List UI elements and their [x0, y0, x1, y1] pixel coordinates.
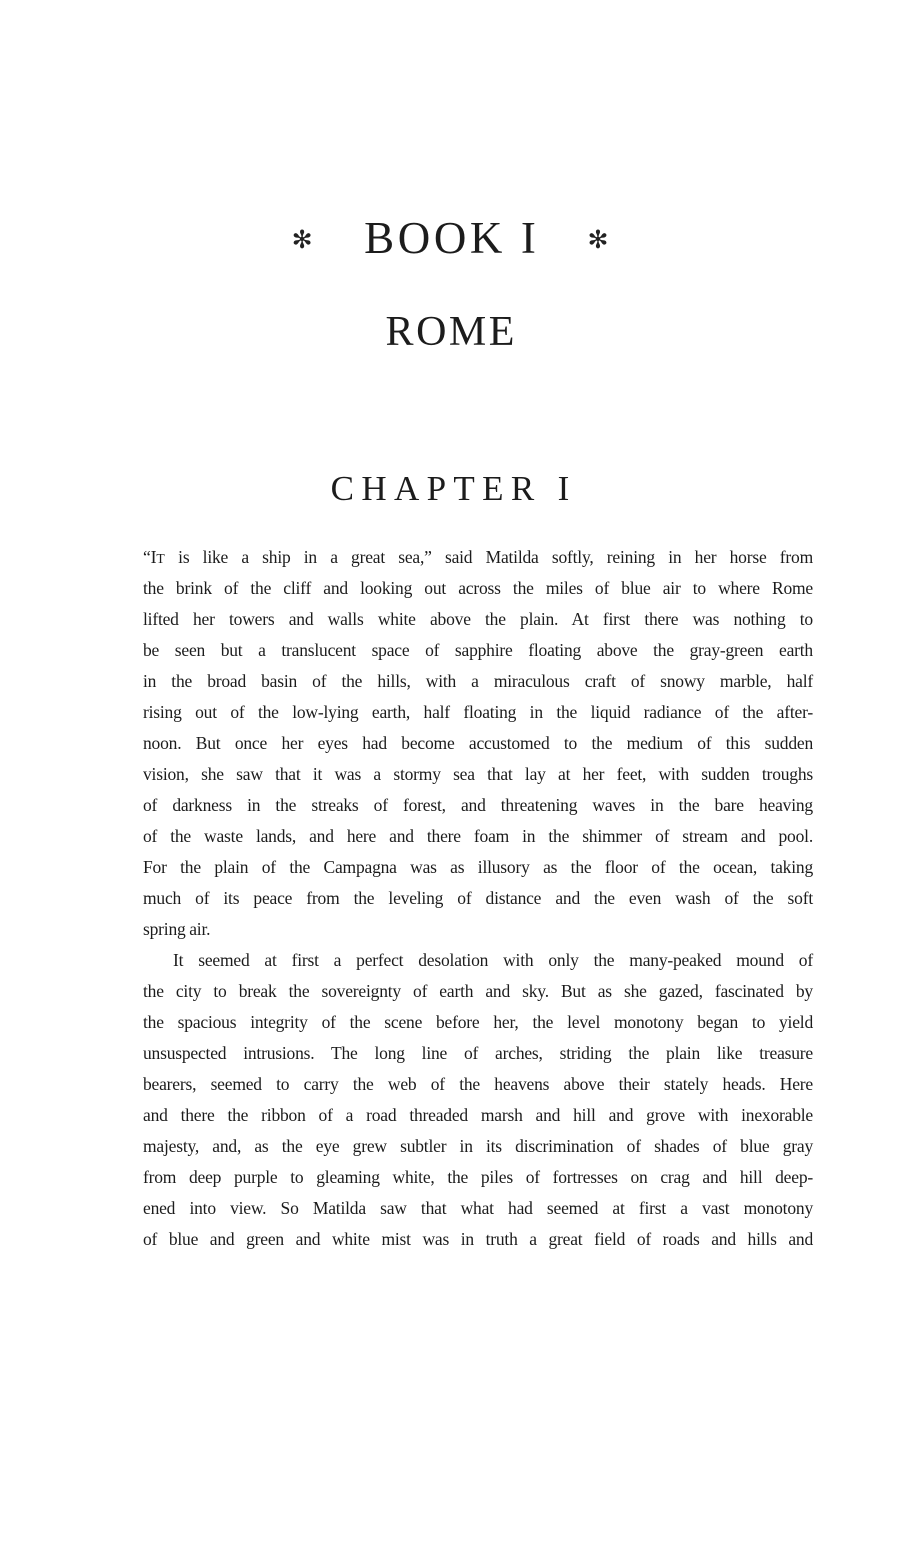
text-line: of the waste lands, and here and there foam in the shimmer of stream and pool. — [143, 826, 813, 846]
paragraph-2 — [143, 945, 813, 1255]
fleuron-icon: ✻ — [291, 225, 313, 254]
text-line: the city to break the sovereignty of earth and sky. But as she gazed, fascinated by — [143, 981, 813, 1001]
text-line — [143, 542, 813, 573]
text-line: It seemed at first a perfect desolation with only the many-peaked mound of — [173, 950, 813, 970]
part-title: ROME — [385, 309, 517, 355]
text-line: the spacious integrity of the scene before her, the level monotony began to yield — [143, 1012, 813, 1032]
text-line: unsuspected intrusions. The long line of arches, striding the plain like treasure — [143, 1043, 813, 1063]
lead-small-capital: T — [156, 551, 165, 566]
paragraph-1-lines — [143, 573, 813, 914]
text-line: For the plain of the Campagna was as illusory as the floor of the ocean, taking — [143, 857, 813, 877]
body-text — [143, 542, 813, 1255]
text-line: lifted her towers and walls white above the plain. At first there was nothing to — [143, 609, 813, 629]
text-line: of blue and green and white mist was in truth a great field of roads and hills and — [143, 1229, 813, 1249]
first-line-text: is like a ship in a great sea,” said Matilda softly, reining in her horse from — [164, 547, 813, 567]
book-title: BOOK I — [364, 213, 540, 263]
text-line: from deep purple to gleaming white, the piles of fortresses on crag and hill deep- — [143, 1167, 813, 1187]
text-line: and there the ribbon of a road threaded marsh and hill and grove with inexorable — [143, 1105, 813, 1125]
text-line: rising out of the low-lying earth, half floating in the liquid radiance of the after- — [143, 702, 813, 722]
text-line: vision, she saw that it was a stormy sea that lay at her feet, with sudden troughs — [143, 764, 813, 784]
book-page — [0, 213, 900, 1566]
text-line: be seen but a translucent space of sapphire floating above the gray-green earth — [143, 640, 813, 660]
text-line: bearers, seemed to carry the web of the heavens above their stately heads. Here — [143, 1074, 813, 1094]
text-line: of darkness in the streaks of forest, and threatening waves in the bare heaving — [143, 795, 813, 815]
text-line: noon. But once her eyes had become accustomed to the medium of this sudden — [143, 733, 813, 753]
open-quote: “ — [143, 547, 151, 567]
text-line: spring air. — [143, 919, 211, 939]
text-line: ened into view. So Matilda saw that what had seemed at first a vast monotony — [143, 1198, 813, 1218]
book-heading — [0, 213, 900, 263]
lead-capital: I — [150, 547, 157, 567]
text-line: the brink of the cliff and looking out across the miles of blue air to where Rome — [143, 578, 813, 598]
chapter-heading: CHAPTER I — [330, 469, 577, 508]
text-line: in the broad basin of the hills, with a miraculous craft of snowy marble, half — [143, 671, 813, 691]
text-line: majesty, and, as the eye grew subtler in its discrimination of shades of blue gray — [143, 1136, 813, 1156]
paragraph-1 — [143, 542, 813, 945]
text-line: much of its peace from the leveling of distance and the even wash of the soft — [143, 888, 813, 908]
fleuron-icon: ✻ — [587, 225, 609, 254]
